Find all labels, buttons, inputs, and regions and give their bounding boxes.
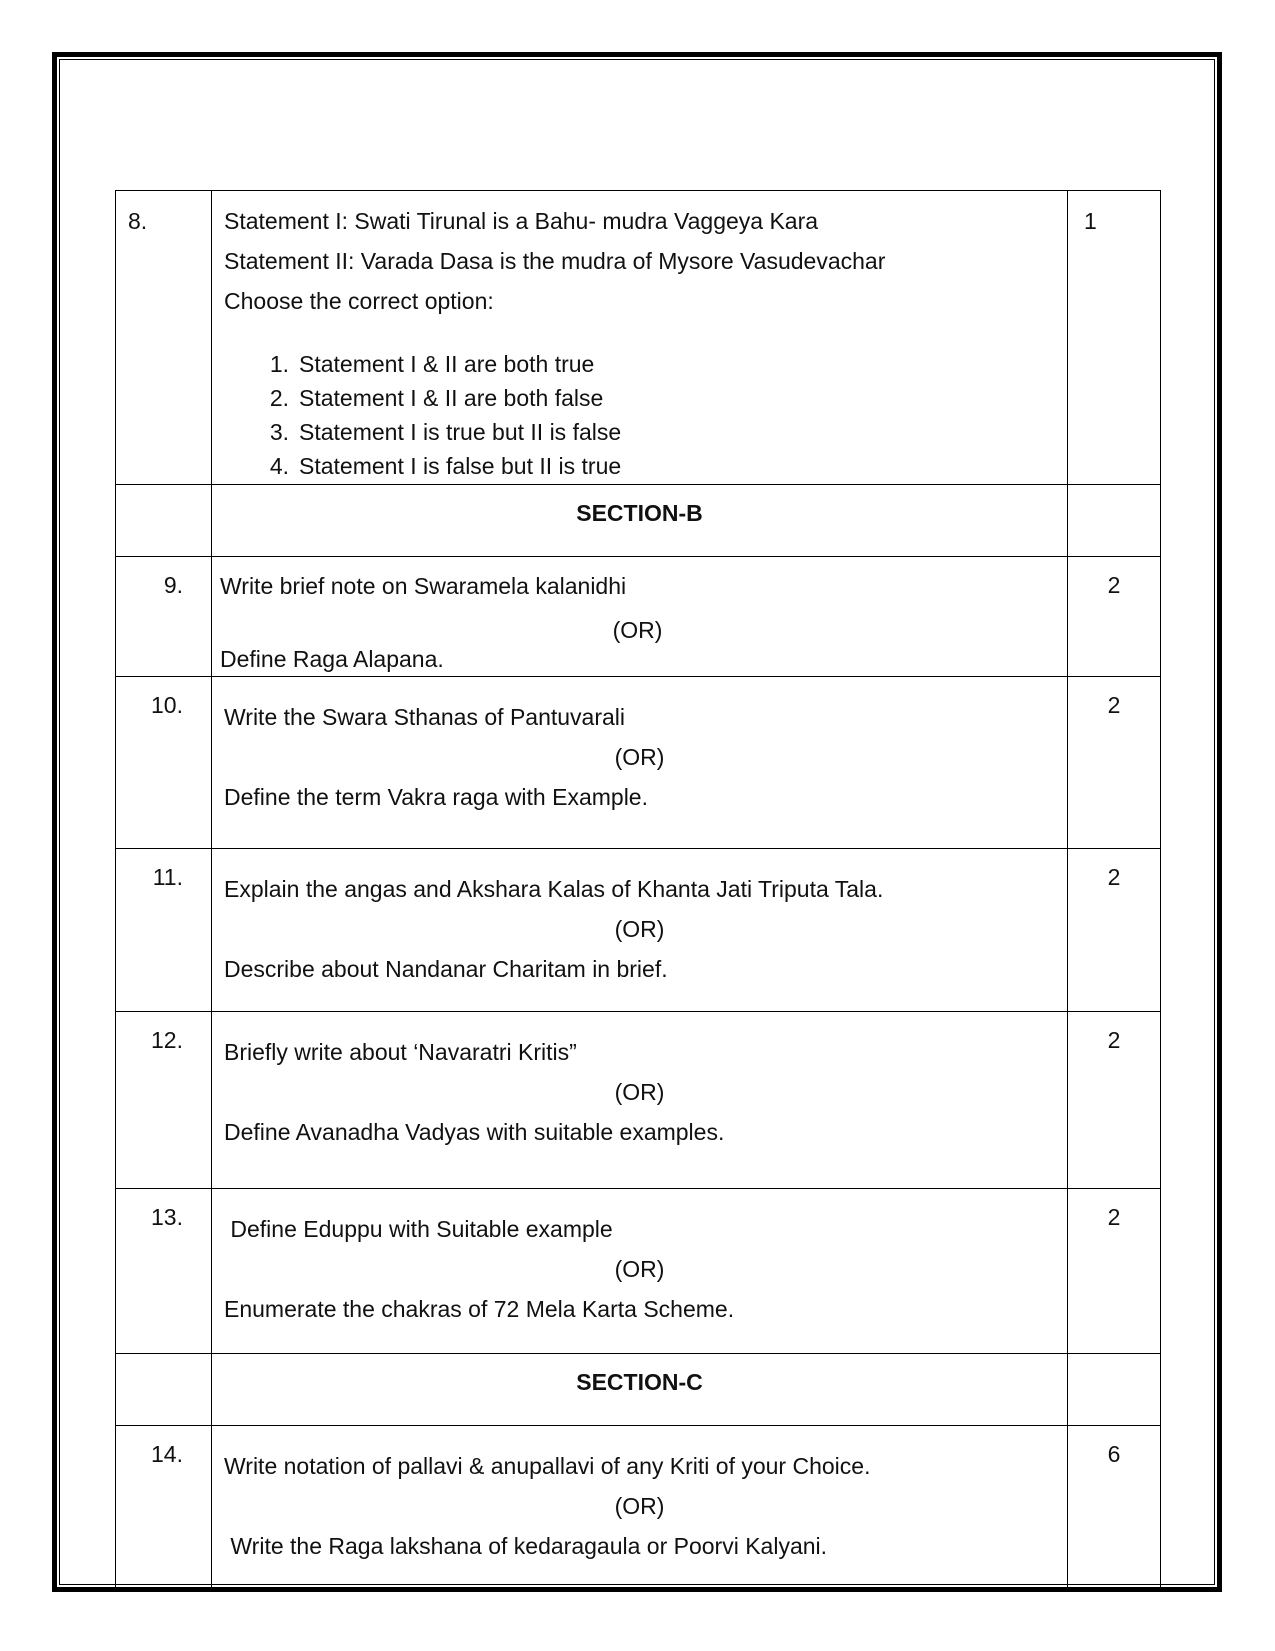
question-text-b: Define Raga Alapana. — [220, 646, 444, 672]
or-label: (OR) — [612, 617, 663, 643]
question-text-b: Define Avanadha Vadyas with suitable examples. — [224, 1119, 725, 1145]
question-row-10 — [116, 677, 1161, 849]
option-text: Statement I is true but II is false — [299, 419, 622, 445]
question-row-12 — [116, 1012, 1161, 1189]
question-row-9 — [116, 557, 1161, 677]
question-table — [115, 190, 1161, 1588]
section-title: SECTION-C — [212, 1354, 1068, 1426]
or-label: (OR) — [614, 1493, 665, 1519]
or-label: (OR) — [614, 1079, 665, 1105]
question-body — [212, 849, 1068, 1012]
question-number: 9. — [116, 557, 212, 677]
option-text: Statement I & II are both true — [299, 351, 595, 377]
question-row-11 — [116, 849, 1161, 1012]
option-number: 1. — [269, 351, 289, 377]
question-body — [212, 1426, 1068, 1588]
question-number: 11. — [116, 849, 212, 1012]
question-row-8 — [116, 191, 1161, 485]
option-item — [251, 381, 1055, 415]
question-marks: 2 — [1068, 849, 1161, 1012]
question-body — [212, 1012, 1068, 1189]
question-marks: 2 — [1068, 557, 1161, 677]
question-row-13 — [116, 1189, 1161, 1354]
question-number: 13. — [116, 1189, 212, 1354]
question-text-a: Write brief note on Swaramela kalanidhi — [220, 573, 627, 599]
question-row-14 — [116, 1426, 1161, 1588]
option-number: 2. — [269, 385, 289, 411]
statement-2: Statement II: Varada Dasa is the mudra of Mysore Vasudevachar — [224, 248, 886, 274]
question-body — [212, 1189, 1068, 1354]
section-title: SECTION-B — [212, 485, 1068, 557]
option-item — [251, 347, 1055, 381]
section-b-row — [116, 485, 1161, 557]
question-text-b: Describe about Nandanar Charitam in brief. — [224, 956, 668, 982]
question-text-b: Define the term Vakra raga with Example. — [224, 784, 648, 810]
question-marks: 2 — [1068, 1189, 1161, 1354]
option-item — [251, 449, 1055, 483]
question-body — [212, 677, 1068, 849]
or-label: (OR) — [614, 744, 665, 770]
option-item — [251, 415, 1055, 449]
question-number: 14. — [116, 1426, 212, 1588]
question-body — [212, 557, 1068, 677]
question-text-a: Write notation of pallavi & anupallavi of any Kriti of your Choice. — [224, 1453, 871, 1479]
question-prompt: Choose the correct option: — [224, 288, 494, 314]
or-label: (OR) — [614, 1256, 665, 1282]
option-text: Statement I & II are both false — [299, 385, 604, 411]
question-number: 8. — [116, 191, 212, 485]
question-number: 12. — [116, 1012, 212, 1189]
question-body — [212, 191, 1068, 485]
question-text-a: Briefly write about ‘Navaratri Kritis” — [224, 1039, 577, 1065]
option-number: 4. — [269, 453, 289, 479]
section-c-row — [116, 1354, 1161, 1426]
question-marks: 1 — [1068, 191, 1161, 485]
or-label: (OR) — [614, 916, 665, 942]
question-marks: 6 — [1068, 1426, 1161, 1588]
question-text-b: Enumerate the chakras of 72 Mela Karta Scheme. — [224, 1296, 735, 1322]
question-text-a: Write the Swara Sthanas of Pantuvarali — [224, 704, 626, 730]
statement-1: Statement I: Swati Tirunal is a Bahu- mudra Vaggeya Kara — [224, 208, 819, 234]
question-text-a: Define Eduppu with Suitable example — [224, 1216, 613, 1242]
option-list — [224, 347, 1055, 483]
question-text-b: Write the Raga lakshana of kedaragaula or Poorvi Kalyani. — [224, 1533, 828, 1559]
question-marks: 2 — [1068, 1012, 1161, 1189]
question-text-a: Explain the angas and Akshara Kalas of Khanta Jati Triputa Tala. — [224, 876, 884, 902]
question-marks: 2 — [1068, 677, 1161, 849]
option-number: 3. — [269, 419, 289, 445]
question-number: 10. — [116, 677, 212, 849]
option-text: Statement I is false but II is true — [299, 453, 622, 479]
